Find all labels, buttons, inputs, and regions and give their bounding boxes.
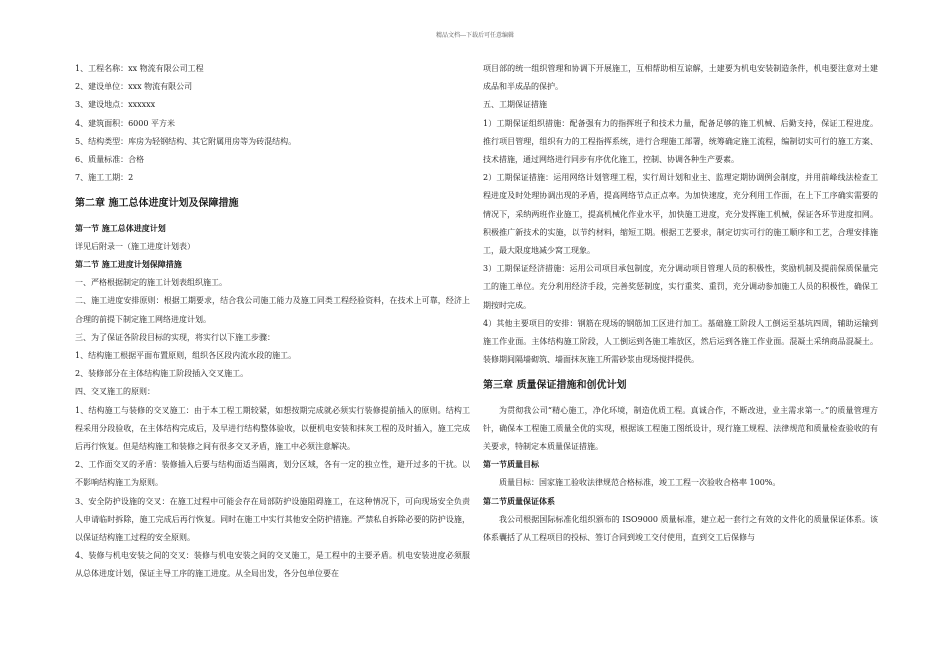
paragraph: 五、工期保证措施: [483, 100, 547, 110]
right-column: [483, 60, 878, 547]
page-header: 精品文档---下载后可任意编辑: [435, 32, 515, 39]
section-2-heading: 第二节 施工进度计划保障措施: [75, 260, 182, 270]
duration: 7、施工工期：2: [75, 173, 134, 183]
paragraph: 1、结构施工根据平面布置原则，组织各区段内流水段的施工。: [75, 351, 297, 361]
paragraph: 3、安全防护设施的交叉：在施工过程中可能会存在局部防护设施阻碍施工，在这种情况下，可向现场安全负责人申请临时拆除，施工完成后再行恢复。同时在施工中实行其他安全防护措施。严禁私自拆除必要的防护设施，以保证结构施工过程的安全原则。: [75, 496, 470, 543]
left-column: [75, 60, 470, 584]
paragraph: 4、装修与机电安装之间的交叉：装修与机电安装之间的交叉施工，是工程中的主要矛盾。机电安装进度必须服从总体进度计划，保证主导工序的施工进度。从全局出发，各分包单位要在: [75, 551, 470, 579]
client: 2、建设单位：xxx 物流有限公司: [75, 82, 193, 92]
paragraph: 我公司根据国际标准化组织颁布的 ISO9000 质量标准，建立起一套行之有效的文件化的质量保证体系。该体系囊括了从工程项目的投标、签订合同到竣工交付使用，直到交工后保修与: [483, 514, 878, 543]
paragraph: 项目部的统一组织管理和协调下开展施工，互相帮助相互谅解，土建要为机电安装制造条件，机电要注意对土建成品和半成品的保护。: [483, 64, 878, 92]
structure-type: 5、结构类型：库房为轻钢结构、其它附属用房等为砖混结构。: [75, 136, 297, 146]
paragraph: 为贯彻我公司“精心施工，净化环境，制造优质工程。真诚合作，不断改进，业主需求第一。”的质量管理方针，确保本工程施工质量全优的实现，根据该工程施工图纸设计，现行施工规程、法律规范和质量检查验收的有关要求，特制定本质量保证措施。: [483, 405, 878, 452]
paragraph: 二、施工进度安排原则：根据工期要求，结合我公司施工能力及施工同类工程经验资料，在技术上可靠，经济上合理的前提下制定施工网络进度计划。: [75, 296, 470, 324]
paragraph: 2、装修部分在主体结构施工阶段插入交叉施工。: [75, 369, 249, 379]
paragraph: 详见后附录一（施工进度计划表）: [75, 241, 195, 251]
paragraph: 三、为了保证各阶段目标的实现，将实行以下施工步骤：: [75, 332, 275, 342]
paragraph: 1）工期保证组织措施：配备强有力的指挥班子和技术力量，配备足够的施工机械、后勤支持，保证工程进度。推行项目管理，组织有力的工程指挥系统，进行合理施工部署，统筹确定施工流程，编制切实可行的施工方案、技术措施，通过网络进行同步有序优化施工，控制、协调各种生产要素。: [483, 118, 878, 165]
paragraph: 质量目标：国家施工验收法律规范合格标准，竣工工程一次验收合格率 100%。: [499, 478, 781, 488]
paragraph: 4）其他主要项目的安排：钢筋在现场的钢筋加工区进行加工。基础施工阶段人工倒运至基坑四周，辅助运输到施工作业面。主体结构施工阶段，人工倒运到各施工堆放区，然后运到各施工作业面。混凝土采纳商品混凝土。装修期间隔墙砌筑、墙面抹灰施工所需砂浆由现场搅拌提供。: [483, 318, 878, 365]
paragraph: 3）工期保证经济措施：运用公司项目承包制度，充分调动项目管理人员的积极性，奖励机制及提前保质保量完工的施工单位。充分利用经济手段，完善奖惩制度，实行重奖、重罚，充分调动参加施工人员的积极性，确保工期按时完成。: [483, 264, 878, 310]
floor-area: 4、建筑面积：6000 平方米: [75, 118, 175, 128]
paragraph: 2）工期保证措施：运用网络计划管理工程，实行周计划和业主、监理定期协调例会制度，并用前峰线法检查工程进度及时处理协调出现的矛盾，提高网络节点正点率。为加快速度，充分利用工作面，在上下工序确实需要的情况下，采纳两班作业施工，提高机械化作业水平，加快施工进度，充分发挥施工机械，保证各环节进度扣网。积极推广新技术的实施，以节约材料，缩短工期。根据工艺要求，制定切实可行的施工顺序和工艺，合理安排施工，最大限度地减少窝工现象。: [483, 173, 878, 256]
section-1-heading: 第一节 施工总体进度计划: [75, 223, 166, 233]
paragraph: 四、交叉施工的原则：: [75, 387, 155, 397]
chapter-3-heading: 第三章 质量保证措施和创优计划: [483, 380, 627, 392]
paragraph: 1、结构施工与装修的交叉施工：由于本工程工期较紧，如想按期完成就必须实行装修提前插入的原则。结构工程采用分段验收，在主体结构完成后，及早进行结构整体验收，以便机电安装和抹灰工程的及时插入，施工完成后再行恢复。但是结构施工和装修之间有很多交叉矛盾，施工中必须注意解决。: [75, 405, 470, 452]
location: 3、建设地点：xxxxxx: [75, 100, 156, 110]
paragraph: 一、严格根据制定的施工计划表组织施工。: [75, 278, 227, 288]
section-1-heading: 第一节质量目标: [483, 460, 539, 470]
section-2-heading: 第二节质量保证体系: [483, 496, 555, 506]
quality-standard: 6、质量标准：合格: [75, 155, 145, 165]
project-name: 1、工程名称：xx 物流有限公司工程: [75, 64, 204, 73]
chapter-2-heading: 第二章 施工总体进度计划及保障措施: [75, 198, 239, 210]
paragraph: 2、工作面交叉的矛盾：装修插入后要与结构面适当隔离，划分区域，各有一定的独立性，避开过多的干扰。以不影响结构施工为原则。: [75, 460, 470, 488]
